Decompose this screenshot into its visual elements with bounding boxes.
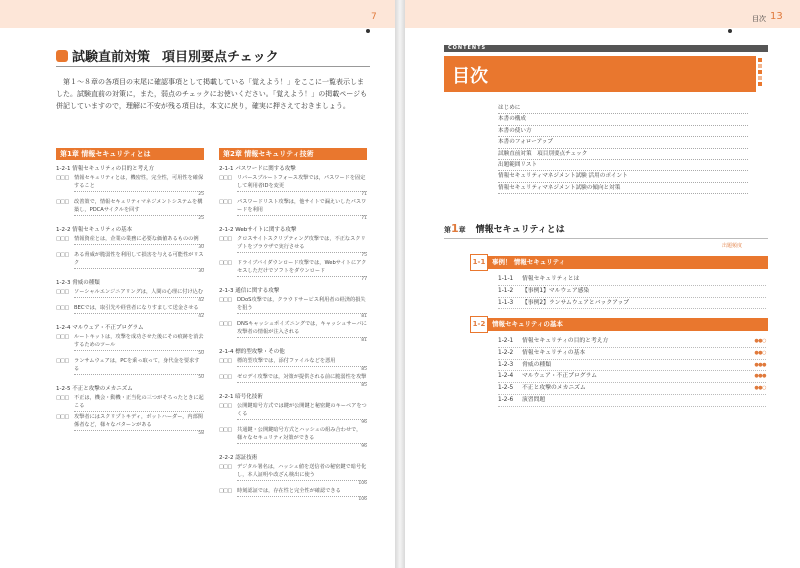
checkbox-icons: □□□ xyxy=(219,321,232,327)
section-title: 2-1-4 標的型攻撃・その他 xyxy=(219,349,285,355)
front-matter-item: 本書の構成 xyxy=(498,114,748,125)
item-text: パスワードリスト攻撃は，他サイトで漏えいしたパスワードを利用 xyxy=(237,198,367,216)
item-text: DDoS攻撃では，クラウドサービス利用者の経済的損失を狙う xyxy=(237,296,367,314)
section-bar: 情報セキュリティの基本 xyxy=(470,318,768,331)
right-page-number: 13 xyxy=(770,11,783,22)
checklist-item xyxy=(56,357,204,375)
front-matter-item: 情報セキュリティマネジメント試験 活用のポイント xyxy=(498,171,748,182)
heading-rule xyxy=(56,66,370,67)
checkbox-icons: □□□ xyxy=(56,175,69,181)
toc-entry xyxy=(498,336,766,348)
checklist-item xyxy=(219,426,367,444)
checklist-item xyxy=(56,198,204,216)
heading-subtitle: 項目別要点チェック xyxy=(162,50,279,65)
entry-number: 1-2-1 xyxy=(498,338,514,344)
item-page: 75 xyxy=(361,253,367,258)
checkbox-icons: □□□ xyxy=(219,236,232,242)
item-page: 106 xyxy=(358,481,367,486)
checkbox-icons: □□□ xyxy=(219,199,232,205)
right-header-band xyxy=(405,0,800,28)
checklist-column-2 xyxy=(219,148,367,502)
item-text: 公開鍵暗号方式では鍵が公開鍵と秘密鍵のキーペアをつくる xyxy=(237,402,367,420)
section-title: 1-2-4 マルウェア・不正プログラム xyxy=(56,325,144,331)
checkbox-icons: □□□ xyxy=(56,334,69,340)
checkbox-icons: □□□ xyxy=(56,236,69,242)
chapter-number: 第1章 xyxy=(444,222,466,235)
heading-title: 試験直前対策 xyxy=(72,50,151,65)
left-marker-dot xyxy=(366,29,370,33)
checklist-item xyxy=(219,463,367,481)
item-page: 106 xyxy=(358,497,367,502)
checklist-item xyxy=(219,373,367,383)
toc-entry xyxy=(498,274,766,286)
item-page: 96 xyxy=(361,420,367,425)
checkbox-icons: □□□ xyxy=(219,488,232,494)
item-page: 42 xyxy=(198,298,204,303)
item-text: 情報資産とは，企業の業務に必要な価値あるものの例 xyxy=(74,235,204,245)
item-text: リバースブルートフォース攻撃では，パスワードを固定して利用者IDを変更 xyxy=(237,174,367,192)
checklist-item xyxy=(56,394,204,412)
checkbox-icons: □□□ xyxy=(219,374,232,380)
right-marker-dot xyxy=(728,29,732,33)
frequency-marks xyxy=(744,274,766,285)
entry-number: 1-2-5 xyxy=(498,385,514,392)
item-page: 25 xyxy=(198,216,204,221)
entry-number: 1-1-2 xyxy=(498,287,514,294)
chapter-heading xyxy=(444,222,768,235)
entry-title: 情報セキュリティとは xyxy=(522,276,580,282)
section-title: 2-1-3 通信に関する攻撃 xyxy=(219,288,280,294)
checklist-item xyxy=(56,304,204,314)
toc-entry xyxy=(498,298,766,310)
checklist-item xyxy=(219,320,367,338)
section-title: 1-2-2 情報セキュリティの基本 xyxy=(56,227,133,233)
frequency-marks: ●●○ xyxy=(754,385,766,392)
item-page: 81 xyxy=(361,338,367,343)
section-number: 1-1 xyxy=(470,254,488,271)
item-text: デジタル署名は，ハッシュ値を送信者の秘密鍵で暗号化し，本人証明や改ざん検出に使う xyxy=(237,463,367,481)
entry-title: 不正と攻撃のメカニズム xyxy=(522,385,586,392)
right-page-label: 目次 xyxy=(752,15,766,23)
subsection-list xyxy=(498,274,766,309)
checklist-item xyxy=(56,235,204,245)
section-bar: 事例！ 情報セキュリティ xyxy=(470,256,768,269)
checkbox-icons: □□□ xyxy=(56,358,69,364)
item-text: クロスサイトスクリプティング攻撃では，不正なスクリプトをブラウザで実行させる xyxy=(237,235,367,253)
item-page: 58 xyxy=(198,431,204,436)
item-text: ルートキットは，攻撃を成功させた後にその痕跡を消去するためのツール xyxy=(74,333,204,351)
entry-title: 演習問題 xyxy=(522,396,546,403)
chapter-bar: 第2章 情報セキュリティ技術 xyxy=(219,148,367,160)
book-gutter xyxy=(395,0,405,568)
section-number: 1-2 xyxy=(470,316,488,333)
item-page: 50 xyxy=(198,375,204,380)
item-text: 情報セキュリティとは，機密性，完全性，可用性を確保すること xyxy=(74,174,204,192)
item-page: 25 xyxy=(198,192,204,197)
toc-entry xyxy=(498,383,766,395)
item-page: 85 xyxy=(361,383,367,388)
front-matter-item: 本書の使い方 xyxy=(498,126,748,137)
frequency-marks: ●●○ xyxy=(754,338,766,344)
checkbox-icons: □□□ xyxy=(219,427,232,433)
entry-title: 情報セキュリティの基本 xyxy=(522,349,586,356)
checkbox-icons: □□□ xyxy=(56,395,69,401)
checkbox-icons: □□□ xyxy=(219,403,232,409)
section-title: 1-2-1 情報セキュリティの目的と考え方 xyxy=(56,166,155,172)
section-title: 2-1-1 パスワードに関する攻撃 xyxy=(219,166,296,172)
frequency-marks xyxy=(744,395,766,406)
subsection-list xyxy=(498,336,766,407)
checklist-item xyxy=(219,198,367,216)
frequency-marks: ●●● xyxy=(754,361,766,368)
front-matter-list xyxy=(498,103,748,194)
toc-title: 目次 xyxy=(444,56,756,92)
item-text: 共通鍵・公開鍵暗号方式とハッシュの組み合わせで，様々なセキュリティ対策ができる xyxy=(237,426,367,444)
frequency-marks xyxy=(744,298,766,309)
toc-entry xyxy=(498,395,766,407)
page-heading xyxy=(72,46,279,65)
item-text: BECでは，取引先や経営者になりすまして送金させる xyxy=(74,304,204,314)
section-title: 2-2-2 認証技術 xyxy=(219,455,258,461)
front-matter-item: 情報セキュリティマネジメント試験の傾向と対策 xyxy=(498,183,748,194)
checkbox-icons: □□□ xyxy=(219,358,232,364)
entry-number: 1-1-1 xyxy=(498,276,514,282)
item-page: 30 xyxy=(198,269,204,274)
checklist-item xyxy=(56,413,204,431)
front-matter-item: 出題範囲リスト xyxy=(498,160,748,171)
entry-number: 1-2-6 xyxy=(498,396,514,403)
checkbox-icons: □□□ xyxy=(56,305,69,311)
item-text: ゼロデイ攻撃では，対策が提供される前に脆弱性を攻撃 xyxy=(237,373,367,383)
front-matter-item: はじめに xyxy=(498,103,748,114)
checklist-item xyxy=(219,259,367,277)
section-title: 1-2-3 脅威の種類 xyxy=(56,280,100,286)
item-text: DNSキャッシュポイズニングでは，キャッシュサーバに攻撃者の情報が注入される xyxy=(237,320,367,338)
checklist-column-1 xyxy=(56,148,204,436)
item-page: 71 xyxy=(361,216,367,221)
item-text: ドライブバイダウンロード攻撃では，Webサイトにアクセスしただけでソフトをダウンロード xyxy=(237,259,367,277)
frequency-marks xyxy=(744,286,766,297)
entry-number: 1-2-3 xyxy=(498,361,514,368)
left-header-band xyxy=(0,0,395,28)
entry-number: 1-2-2 xyxy=(498,349,514,356)
item-text: 改善策で，情報セキュリティマネジメントシステムを構築し，PDCAサイクルを回す xyxy=(74,198,204,216)
checklist-item xyxy=(56,333,204,351)
frequency-marks: ●●○ xyxy=(754,349,766,356)
item-text: ランサムウェアは，PCを乗っ取って，身代金を要求する xyxy=(74,357,204,375)
checklist-item xyxy=(219,357,367,367)
front-matter-item: 試験直前対策 項目別要点チェック xyxy=(498,149,748,160)
checkbox-icons: □□□ xyxy=(219,260,232,266)
left-page-number: 7 xyxy=(371,12,377,22)
toc-entry xyxy=(498,371,766,383)
checklist-item xyxy=(219,174,367,192)
entry-title: マルウェア・不正プログラム xyxy=(522,373,598,380)
item-page: 50 xyxy=(198,351,204,356)
checkbox-icons: □□□ xyxy=(219,464,232,470)
entry-number: 1-2-4 xyxy=(498,373,514,380)
item-page: 30 xyxy=(198,245,204,250)
entry-title: 脅威の種類 xyxy=(522,361,551,368)
chapter-bar: 第1章 情報セキュリティとは xyxy=(56,148,204,160)
item-page: 81 xyxy=(361,314,367,319)
item-page: 77 xyxy=(361,277,367,282)
item-text: 時刻認証では，存在性と完全性が確認できる xyxy=(237,487,367,497)
section-title: 2-2-1 暗号化技術 xyxy=(219,394,263,400)
item-text: 不正は，機会・動機・正当化の三つがそろったときに起こる xyxy=(74,394,204,412)
intro-paragraph: 第１～８章の各項目の末尾に確認事項として掲載している「覚えよう！」をここに一覧表示しました。試験直前の対策に，また，弱点のチェックにお使いください。「覚えよう！」の掲載ページも併記していますので，理解に不安が残る項目は，本文に戻り，確実に押さえておきましょう。 xyxy=(56,78,368,110)
item-text: 攻撃者にはスクリプトキディ，ボットハーダー，内部関係者など，様々なパターンがある xyxy=(74,413,204,431)
toc-entry xyxy=(498,348,766,360)
item-page: 85 xyxy=(361,367,367,372)
item-page: 42 xyxy=(198,314,204,319)
checklist-item xyxy=(219,487,367,497)
entry-number: 1-1-3 xyxy=(498,299,514,306)
item-text: ソーシャルエンジニアリングは，人間の心理に付け込む xyxy=(74,288,204,298)
checkbox-icons: □□□ xyxy=(219,297,232,303)
checklist-item xyxy=(56,251,204,269)
section-title: 2-1-2 Webサイトに関する攻撃 xyxy=(219,227,297,233)
toc-entry xyxy=(498,286,766,298)
entry-title: 【事例1】マルウェア感染 xyxy=(522,287,590,294)
checkbox-icons: □□□ xyxy=(56,252,69,258)
chapter-rule xyxy=(444,238,768,239)
checklist-item xyxy=(56,174,204,192)
item-text: ある脅威が脆弱性を利用して損害を与える可能性がリスク xyxy=(74,251,204,269)
frequency-marks: ●●● xyxy=(754,373,766,380)
checklist-item xyxy=(219,235,367,253)
chapter-title: 情報セキュリティとは xyxy=(475,225,565,235)
contents-tag: CONTENTS xyxy=(444,45,768,52)
checklist-item xyxy=(219,296,367,314)
front-matter-item: 本書のフォローアップ xyxy=(498,137,748,148)
checkbox-icons: □□□ xyxy=(56,289,69,295)
toc-entry xyxy=(498,360,766,372)
entry-title: 【事例2】ランサムウェアとバックアップ xyxy=(522,299,630,306)
entry-title: 情報セキュリティの目的と考え方 xyxy=(522,338,609,344)
item-text: 標的型攻撃では，添付ファイルなどを悪用 xyxy=(237,357,367,367)
title-decoration xyxy=(756,56,768,92)
item-page: 71 xyxy=(361,192,367,197)
checklist-item xyxy=(219,402,367,420)
checkbox-icons: □□□ xyxy=(56,199,69,205)
heading-square-icon xyxy=(56,50,68,62)
checklist-item xyxy=(56,288,204,298)
item-page: 96 xyxy=(361,444,367,449)
checkbox-icons: □□□ xyxy=(56,414,69,420)
section-title: 1-2-5 不正と攻撃のメカニズム xyxy=(56,386,133,392)
checkbox-icons: □□□ xyxy=(219,175,232,181)
frequency-label: 出題頻度 xyxy=(722,243,743,249)
